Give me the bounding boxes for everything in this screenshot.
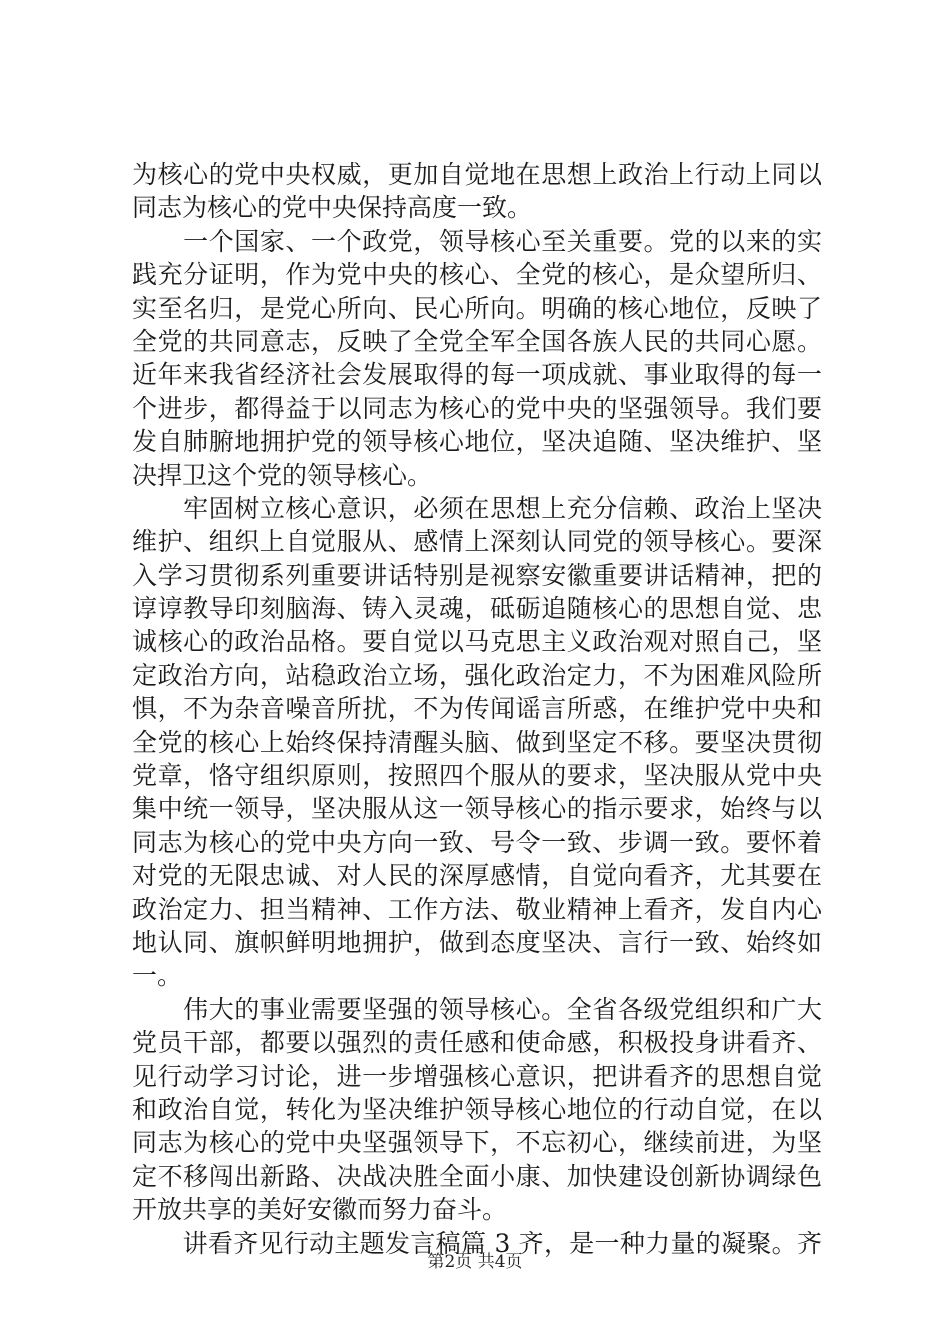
text-line: 全党的共同意志，反映了全党全军全国各族人民的共同心愿。	[132, 326, 822, 356]
text-line: 为核心的党中央权威，更加自觉地在思想上政治上行动上同以	[132, 160, 822, 189]
text-line: 地认同、旗帜鲜明地拥护，做到态度坚决、言行一致、始终如	[132, 927, 822, 957]
text-line: 发自肺腑地拥护党的领导核心地位，坚决追随、坚决维护、坚	[132, 427, 822, 457]
text-line: 入学习贯彻系列重要讲话特别是视察安徽重要讲话精神，把的	[132, 560, 822, 590]
text-line: 践充分证明，作为党中央的核心、全党的核心，是众望所归、	[132, 260, 822, 290]
text-line: 伟大的事业需要坚强的领导核心。全省各级党组织和广大	[132, 994, 822, 1024]
text-line: 定不移闯出新路、决战决胜全面小康、加快建设创新协调绿色	[132, 1161, 822, 1191]
text-line: 和政治自觉，转化为坚决维护领导核心地位的行动自觉，在以	[132, 1094, 822, 1124]
text-line: 惧，不为杂音噪音所扰，不为传闻谣言所惑，在维护党中央和	[132, 694, 822, 724]
text-line: 党章，恪守组织原则，按照四个服从的要求，坚决服从党中央	[132, 761, 822, 791]
text-line: 见行动学习讨论，进一步增强核心意识，把讲看齐的思想自觉	[132, 1061, 822, 1091]
text-line: 个进步，都得益于以同志为核心的党中央的坚强领导。我们要	[132, 393, 822, 423]
text-line: 近年来我省经济社会发展取得的每一项成就、事业取得的每一	[132, 360, 822, 390]
text-line: 同志为核心的党中央保持高度一致。	[132, 193, 533, 223]
text-line: 政治定力、担当精神、工作方法、敬业精神上看齐，发自内心	[132, 894, 822, 924]
page-footer: 第2页 共4页	[427, 1252, 523, 1272]
text-line: 开放共享的美好安徽而努力奋斗。	[132, 1195, 508, 1225]
text-line: 集中统一领导，坚决服从这一领导核心的指示要求，始终与以	[132, 794, 822, 824]
text-line: 一。	[132, 961, 183, 991]
text-line: 对党的无限忠诚、对人民的深厚感情，自觉向看齐，尤其要在	[132, 861, 822, 891]
text-line: 同志为核心的党中央方向一致、号令一致、步调一致。要怀着	[132, 827, 822, 857]
text-line: 党员干部，都要以强烈的责任感和使命感，积极投身讲看齐、	[132, 1028, 822, 1058]
body-text	[132, 158, 822, 1260]
text-line: 同志为核心的党中央坚强领导下，不忘初心，继续前进，为坚	[132, 1128, 822, 1158]
text-line: 一个国家、一个政党，领导核心至关重要。党的以来的实	[132, 226, 822, 256]
text-line: 决捍卫这个党的领导核心。	[132, 460, 433, 490]
text-line: 全党的核心上始终保持清醒头脑、做到坚定不移。要坚决贯彻	[132, 727, 822, 757]
text-line: 诚核心的政治品格。要自觉以马克思主义政治观对照自己，坚	[132, 627, 822, 657]
text-line: 维护、组织上自觉服从、感情上深刻认同党的领导核心。要深	[132, 527, 822, 557]
text-line: 牢固树立核心意识，必须在思想上充分信赖、政治上坚决	[132, 493, 822, 523]
text-line: 谆谆教导印刻脑海、铸入灵魂，砥砺追随核心的思想自觉、忠	[132, 594, 822, 624]
text-line: 讲看齐见行动主题发言稿篇 3 齐，是一种力量的凝聚。齐	[132, 1228, 822, 1258]
text-line: 定政治方向，站稳政治立场，强化政治定力，不为困难风险所	[132, 660, 822, 690]
text-line: 实至名归，是党心所向、民心所向。明确的核心地位，反映了	[132, 293, 822, 323]
